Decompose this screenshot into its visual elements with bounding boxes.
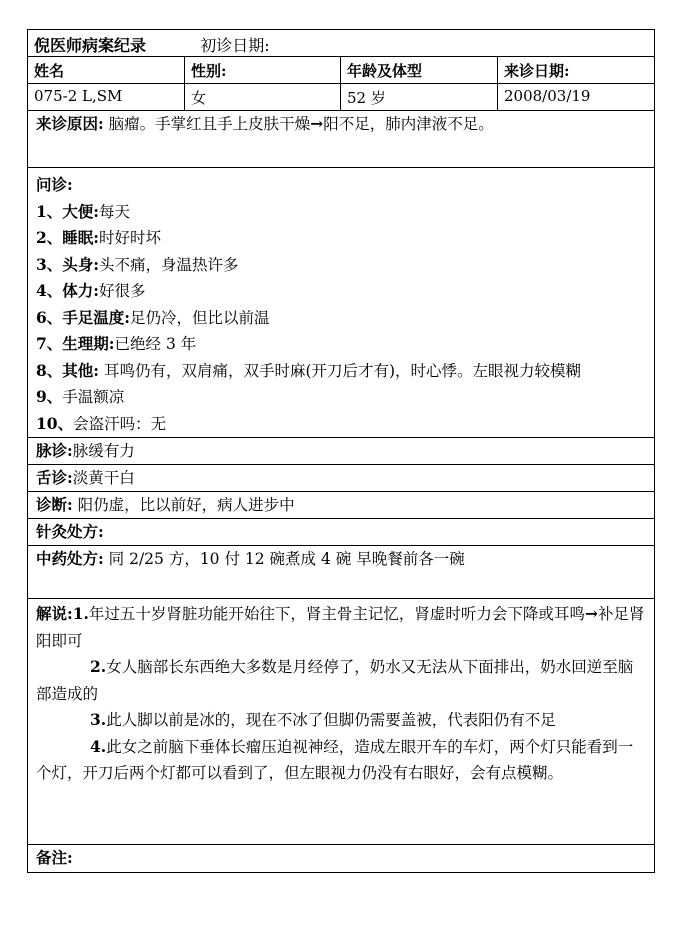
reason-text-after: 阳不足，肺内津液不足。 [323, 115, 494, 133]
paragraph-text: 女人脑部长东西绝大多数是月经停了，奶水又无法从下面排出，奶水回逆至脑部造成的 [36, 658, 634, 703]
arrow-right-icon: → [310, 114, 324, 133]
inquiry-item-label: 6、手足温度: [36, 307, 131, 327]
column-name: 姓名 [28, 57, 185, 83]
case-record-sheet [27, 29, 655, 873]
herbal-label: 中药处方: [36, 549, 104, 568]
first-visit-label: 初诊日期: [200, 36, 270, 55]
paragraph-text: 年过五十岁肾脏功能开始往下，肾主骨主记忆，肾虚时听力会下降或耳鸣 [88, 605, 585, 623]
column-gender: 性别: [185, 57, 341, 83]
inquiry-item-text: 已绝经 3 年 [114, 335, 197, 353]
inquiry-item-label: 8、其他: [36, 360, 100, 380]
patient-gender: 女 [185, 84, 341, 110]
reason-text-before: 脑瘤。手掌红且手上皮肤干燥 [108, 115, 311, 133]
inquiry-item-text: 会盗汗吗：无 [73, 414, 167, 433]
inquiry-item-text: 每天 [99, 202, 131, 221]
tongue-section [28, 465, 654, 492]
explanation-label: 解说: [36, 604, 73, 623]
explanation-paragraph-3 [36, 707, 646, 734]
patient-table-header [28, 57, 654, 84]
visit-date: 2008/03/19 [504, 87, 591, 105]
herbal-text: 同 2/25 方，10 付 12 碗煮成 4 碗 早晚餐前各一碗 [103, 550, 465, 568]
header-row [28, 30, 654, 57]
inquiry-item-text: 时好时坏 [99, 229, 162, 247]
tongue-text: 淡黄干白 [72, 469, 135, 487]
pulse-section [28, 438, 654, 465]
herbal-section [28, 546, 654, 599]
column-visit-date: 来诊日期: [504, 62, 570, 80]
diagnosis-section [28, 492, 654, 519]
paragraph-text: 此女之前脑下垂体长瘤压迫视神经，造成左眼开车的车灯，两个灯只能看到一个灯，开刀后两个灯都可以看到了，但左眼视力仍没有右眼好，会有点模糊。 [36, 737, 634, 782]
acupuncture-label: 针灸处方: [36, 522, 104, 541]
paragraph-text: 此人脚以前是冰的，现在不冰了但脚仍需要盖被，代表阳仍有不足 [106, 711, 556, 729]
notes-section [28, 845, 654, 872]
patient-id: 075-2 L,SM [28, 84, 185, 110]
arrow-right-icon: → [584, 604, 598, 623]
explanation-paragraph-2 [36, 654, 646, 707]
explanation-paragraph-4 [36, 734, 646, 787]
record-title: 倪医师病案纪录 [34, 36, 147, 55]
patient-table-values [28, 84, 654, 111]
diagnosis-label: 诊断: [36, 495, 73, 514]
inquiry-item-label: 10、 [36, 413, 74, 433]
tongue-label: 舌诊: [36, 468, 73, 487]
inquiry-item-text: 足仍冷，但比以前温 [130, 308, 270, 327]
inquiry-item-label: 9、 [36, 387, 63, 406]
explanation-paragraph-1 [36, 601, 646, 654]
inquiry-item-text: 耳鸣仍有，双肩痛，双手时麻(开刀后才有)，时心悸。左眼视力较模糊 [99, 361, 582, 380]
reason-label: 来诊原因: [36, 114, 104, 133]
inquiry-label: 问诊: [36, 175, 73, 194]
column-age: 年龄及体型 [341, 57, 498, 83]
paragraph-number: 4. [90, 736, 107, 756]
inquiry-item-label: 1、大便: [36, 201, 100, 221]
paragraph-number: 2. [90, 657, 107, 676]
explanation-section [28, 599, 654, 845]
diagnosis-text: 阳仍虚，比以前好，病人进步中 [72, 496, 295, 514]
reason-section [28, 111, 654, 168]
acupuncture-section [28, 519, 654, 546]
inquiry-item-label: 7、生理期: [36, 334, 115, 353]
pulse-text: 脉缓有力 [72, 442, 135, 460]
inquiry-item-label: 2、睡眠: [36, 228, 100, 247]
inquiry-item-label: 4、体力: [36, 281, 100, 300]
inquiry-section [28, 168, 654, 438]
notes-label: 备注: [36, 848, 73, 867]
pulse-label: 脉诊: [36, 441, 73, 460]
patient-age: 52 岁 [341, 84, 498, 110]
inquiry-item-text: 好很多 [99, 282, 146, 300]
inquiry-item-text: 手温额凉 [62, 388, 125, 406]
paragraph-number: 3. [90, 710, 107, 729]
inquiry-item-text: 头不痛，身温热许多 [99, 255, 239, 274]
paragraph-number: 1. [72, 604, 89, 623]
paragraph-text: 补足肾阳即可 [36, 605, 645, 650]
inquiry-item-label: 3、头身: [36, 254, 100, 274]
